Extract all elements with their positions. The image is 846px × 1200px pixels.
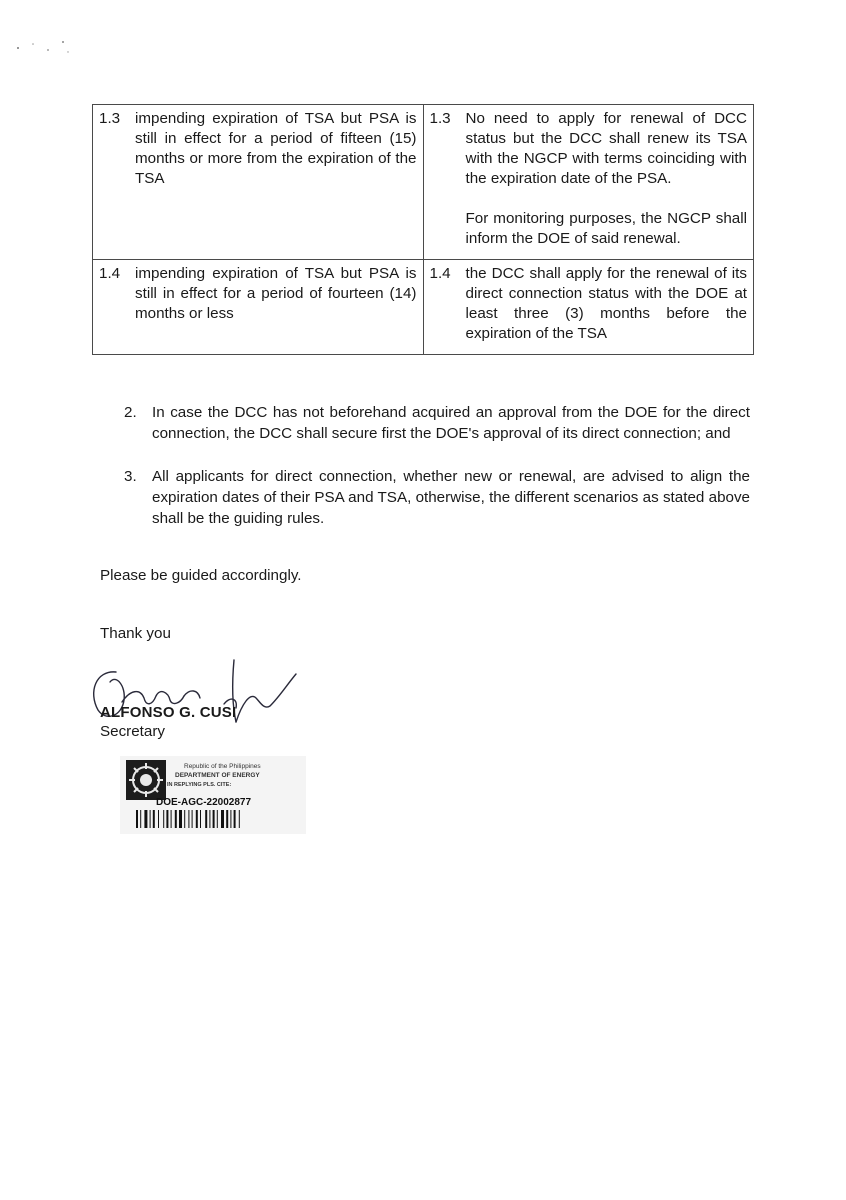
action-text: For monitoring purposes, the NGCP shall inform the DOE of said renewal. — [465, 210, 747, 247]
table-cell-condition — [93, 105, 424, 260]
action-text: No need to apply for renewal of DCC status but the DCC shall renew its TSA with the NGCP with terms coinciding with the expiration date of the PSA. — [465, 110, 747, 187]
item-number: 1.3 — [429, 110, 451, 127]
signer-title: Secretary — [100, 723, 165, 740]
item-number: 1.4 — [429, 265, 451, 282]
list-number: 2. — [124, 404, 137, 421]
list-text: All applicants for direct connection, whether new or renewal, are advised to align the expiration dates of their PSA and TSA, otherwise, the different scenarios as stated above shall be the guiding rules. — [152, 468, 750, 527]
item-number: 1.4 — [99, 265, 121, 282]
action-text: the DCC shall apply for the renewal of its direct connection status with the DOE at least three (3) months before the expiration of the TSA — [465, 265, 747, 342]
stamp-department: DEPARTMENT OF ENERGY — [175, 772, 260, 779]
numbered-list — [124, 402, 750, 551]
condition-text: impending expiration of TSA but PSA is still in effect for a period of fifteen (15) months or more from the expiration of the TSA — [135, 110, 417, 187]
table-cell-action — [423, 105, 754, 260]
receiving-stamp — [120, 756, 306, 834]
list-item — [124, 402, 750, 444]
stamp-reference-code: DOE-AGC-22002877 — [156, 797, 252, 808]
scan-speck — [8, 30, 88, 60]
list-item — [124, 466, 750, 529]
table-cell-action — [423, 260, 754, 355]
list-text: In case the DCC has not beforehand acquired an approval from the DOE for the direct connection, the DCC shall secure first the DOE's approval of its direct connection; and — [152, 404, 750, 442]
table-row — [93, 260, 754, 355]
closing-remark: Please be guided accordingly. — [100, 567, 302, 584]
barcode-icon — [136, 810, 290, 828]
stamp-country: Republic of the Philippines — [184, 763, 261, 770]
signer-name: ALFONSO G. CUSI — [100, 704, 237, 721]
scenario-table — [92, 104, 754, 355]
condition-text: impending expiration of TSA but PSA is still in effect for a period of fourteen (14) months or less — [135, 265, 417, 322]
doe-seal-icon — [126, 760, 166, 800]
list-number: 3. — [124, 468, 137, 485]
table-cell-condition — [93, 260, 424, 355]
item-number: 1.3 — [99, 110, 121, 127]
thank-you-line: Thank you — [100, 625, 171, 642]
table-row — [93, 105, 754, 260]
stamp-cite-label: IN REPLYING PLS. CITE: — [167, 782, 232, 788]
